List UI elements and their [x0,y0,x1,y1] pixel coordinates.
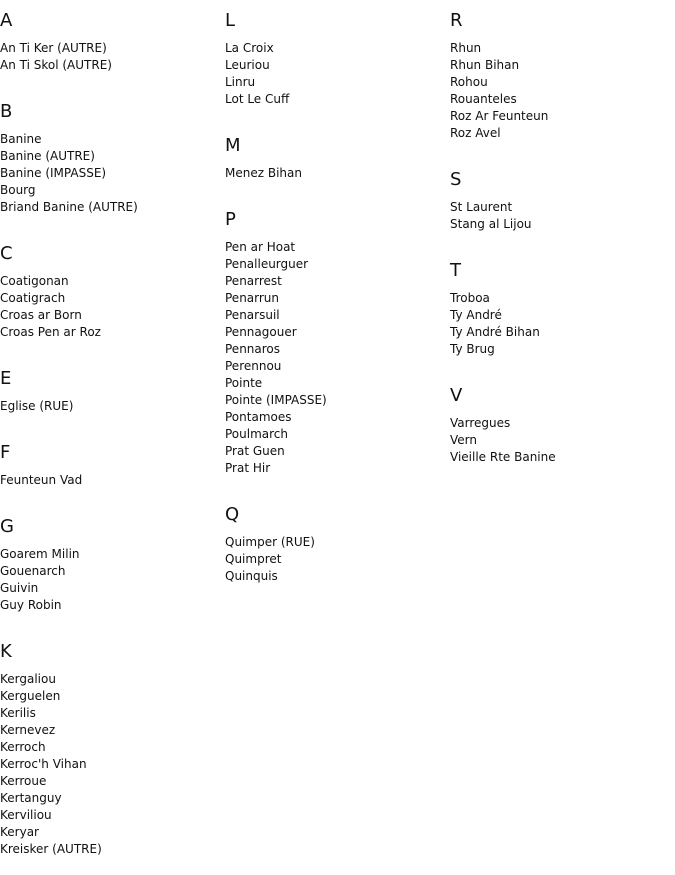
street-link[interactable]: Rouanteles [450,92,517,106]
street-link[interactable]: Kerilis [0,706,36,720]
street-link[interactable]: Kerguelen [0,689,61,703]
group-spacer [0,614,220,631]
street-link[interactable]: Menez Bihan [225,166,302,180]
street-link[interactable]: Prat Guen [225,444,285,458]
street-list-item [225,290,445,307]
street-link[interactable]: Varregues [450,416,511,430]
street-list [450,290,670,358]
street-link[interactable]: Gouenarch [0,564,66,578]
street-link[interactable]: Troboa [450,291,490,305]
letter-heading: R [450,10,463,31]
letter-group-t [450,250,670,375]
street-link[interactable]: An Ti Skol (AUTRE) [0,58,112,72]
street-link[interactable]: Quimper (RUE) [225,535,315,549]
group-spacer [225,108,445,125]
street-list [450,199,670,233]
street-link[interactable]: Quinquis [225,569,278,583]
street-list-item [450,290,670,307]
street-list [450,40,670,142]
letter-group-g [0,506,220,631]
street-link[interactable]: Kreisker (AUTRE) [0,842,102,856]
street-link[interactable]: Lot Le Cuff [225,92,290,106]
street-list-item [0,131,220,148]
street-list-item [225,460,445,477]
street-link[interactable]: Banine (AUTRE) [0,149,95,163]
street-link[interactable]: Ty André [450,308,502,322]
street-list-item [225,341,445,358]
letter-heading: B [0,101,13,122]
group-spacer [225,182,445,199]
street-link[interactable]: Pennaros [225,342,281,356]
street-list-item [450,216,670,233]
street-list-item [0,739,220,756]
street-link[interactable]: Kerroue [0,774,47,788]
street-list-item [0,671,220,688]
street-list-item [225,392,445,409]
letter-group-p [225,199,445,494]
street-list-item [450,108,670,125]
group-spacer [225,585,445,602]
street-list-item [0,324,220,341]
street-link[interactable]: Penarrest [225,274,282,288]
street-list-item [225,165,445,182]
street-list-item [450,74,670,91]
letter-group-s [450,159,670,250]
street-list-item [225,534,445,551]
street-list-item [225,551,445,568]
street-list-item [0,307,220,324]
group-spacer [0,74,220,91]
street-link[interactable]: Coatigonan [0,274,69,288]
street-list-item [225,375,445,392]
street-list-item [450,57,670,74]
street-list [0,671,220,858]
group-spacer [0,489,220,506]
street-list-item [0,148,220,165]
street-link[interactable]: Ty André Bihan [450,325,540,339]
letter-group-r [450,0,670,159]
street-link[interactable]: Stang al Lijou [450,217,532,231]
street-link[interactable]: Pen ar Hoat [225,240,296,254]
street-link[interactable]: Kertanguy [0,791,62,805]
street-link[interactable]: Prat Hir [225,461,271,475]
street-list-item [225,307,445,324]
letter-heading: A [0,10,13,31]
street-list-item [450,449,670,466]
street-link[interactable]: Vern [450,433,477,447]
street-link[interactable]: Guy Robin [0,598,62,612]
street-link[interactable]: Penarrun [225,291,280,305]
street-link[interactable]: Croas ar Born [0,308,82,322]
letter-group-v [450,375,670,483]
street-link[interactable]: Coatigrach [0,291,66,305]
street-list [225,165,445,182]
street-link[interactable]: Roz Ar Feunteun [450,109,549,123]
street-link[interactable]: Bourg [0,183,36,197]
street-list-item [450,432,670,449]
letter-group-c [0,233,220,358]
letter-heading: M [225,135,241,156]
street-list [225,239,445,477]
street-list [0,472,220,489]
street-list [225,534,445,585]
letter-heading: G [0,516,14,537]
street-list-item [450,199,670,216]
street-list-item [0,722,220,739]
street-list-item [0,199,220,216]
group-spacer [225,477,445,494]
street-list-item [225,57,445,74]
street-list-item [0,597,220,614]
column-3 [450,0,670,483]
street-list-item [0,57,220,74]
street-link[interactable]: Banine [0,132,42,146]
street-list-item [0,824,220,841]
street-link[interactable]: Kergaliou [0,672,56,686]
street-list-item [225,273,445,290]
street-list [0,40,220,74]
street-list-item [0,165,220,182]
street-link[interactable]: Banine (IMPASSE) [0,166,107,180]
street-list-item [0,580,220,597]
street-link[interactable]: Penalleurguer [225,257,309,271]
street-list-item [0,182,220,199]
group-spacer [450,233,670,250]
letter-group-q [225,494,445,602]
letter-group-e [0,358,220,432]
street-list-item [0,563,220,580]
letter-heading: L [225,10,236,31]
group-spacer [0,216,220,233]
street-link[interactable]: Eglise (RUE) [0,399,74,413]
group-spacer [450,142,670,159]
street-list-item [225,40,445,57]
street-link[interactable]: Keryar [0,825,39,839]
street-link[interactable]: An Ti Ker (AUTRE) [0,41,107,55]
street-link[interactable]: Linru [225,75,256,89]
street-list-item [450,91,670,108]
street-link[interactable]: Rhun Bihan [450,58,520,72]
street-list-item [0,688,220,705]
letter-group-m [225,125,445,199]
street-link[interactable]: Kerroch [0,740,46,754]
group-spacer [0,341,220,358]
street-list-item [0,546,220,563]
letter-heading: Q [225,504,240,525]
street-list-item [450,40,670,57]
street-link[interactable]: Poulmarch [225,427,289,441]
street-link[interactable]: St Laurent [450,200,513,214]
street-link[interactable]: Quimpret [225,552,282,566]
street-link[interactable]: Vieille Rte Banine [450,450,556,464]
street-link[interactable]: Kerviliou [0,808,52,822]
group-spacer [0,858,220,875]
street-link[interactable]: Croas Pen ar Roz [0,325,101,339]
group-spacer [450,358,670,375]
column-2 [225,0,445,602]
letter-heading: E [0,368,12,389]
street-link[interactable]: Feunteun Vad [0,473,83,487]
street-link[interactable]: Briand Banine (AUTRE) [0,200,138,214]
street-list-item [0,841,220,858]
letter-heading: T [450,260,461,281]
street-link[interactable]: Pennagouer [225,325,297,339]
street-list-item [225,568,445,585]
street-list-item [0,273,220,290]
street-list-item [225,74,445,91]
street-list-item [225,256,445,273]
street-list-item [225,91,445,108]
street-link[interactable]: Rhun [450,41,482,55]
street-link[interactable]: Pointe (IMPASSE) [225,393,327,407]
street-list-item [0,40,220,57]
street-link[interactable]: Ty Brug [450,342,495,356]
letter-heading: C [0,243,13,264]
street-list-item [0,756,220,773]
street-list-item [0,790,220,807]
letter-group-k [0,631,220,875]
street-list-item [225,358,445,375]
street-link[interactable]: Kerroc'h Vihan [0,757,87,771]
street-list-item [0,807,220,824]
street-link[interactable]: Pontamoes [225,410,292,424]
street-list-item [450,125,670,142]
letter-heading: P [225,209,236,230]
street-list-item [450,307,670,324]
street-link[interactable]: Rohou [450,75,488,89]
street-list [225,40,445,108]
letter-group-b [0,91,220,233]
column-1 [0,0,220,875]
street-link[interactable]: La Croix [225,41,274,55]
street-list-item [0,290,220,307]
street-link[interactable]: Leuriou [225,58,270,72]
street-list [0,273,220,341]
street-list-item [225,409,445,426]
letter-group-f [0,432,220,506]
street-link[interactable]: Pointe [225,376,263,390]
street-list [0,546,220,614]
letter-heading: K [0,641,12,662]
street-list-item [0,472,220,489]
street-list-item [450,324,670,341]
street-link[interactable]: Goarem Milin [0,547,80,561]
street-link[interactable]: Penarsuil [225,308,280,322]
street-list-item [225,426,445,443]
street-list-item [450,341,670,358]
street-list-item [0,398,220,415]
street-list [0,398,220,415]
street-list [450,415,670,466]
letter-heading: S [450,169,462,190]
street-list-item [0,773,220,790]
street-link[interactable]: Kernevez [0,723,56,737]
street-list [0,131,220,216]
street-list-item [225,443,445,460]
letter-heading: F [0,442,11,463]
street-list-item [225,324,445,341]
street-list-item [450,415,670,432]
group-spacer [0,415,220,432]
street-list-item [225,239,445,256]
street-link[interactable]: Perennou [225,359,282,373]
group-spacer [450,466,670,483]
letter-group-l [225,0,445,125]
street-link[interactable]: Roz Avel [450,126,501,140]
letter-group-a [0,0,220,91]
street-link[interactable]: Guivin [0,581,39,595]
street-list-item [0,705,220,722]
letter-heading: V [450,385,463,406]
